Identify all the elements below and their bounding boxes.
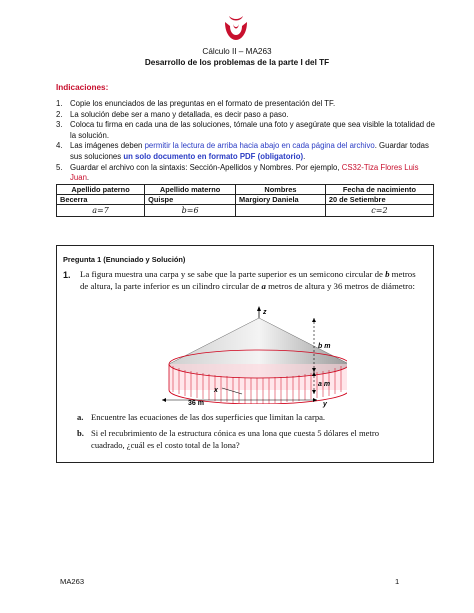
upc-logo-icon (219, 10, 253, 44)
footer-course-code: MA263 (60, 577, 85, 586)
page-number: 1 (395, 577, 400, 586)
equation-cell: a=7 (57, 205, 145, 217)
equation-cell (236, 205, 326, 217)
instruction-item: 4. Las imágenes deben permitir la lectura de arriba hacia abajo en cada página del archivo. Guardar todas sus soluciones un solo documento en formato PDF (obligatorio). (56, 141, 429, 161)
student-info-table (56, 184, 434, 217)
height-b-label: b m (318, 343, 331, 350)
table-cell: Quispe (145, 195, 236, 205)
instruction-highlight: un solo documento en formato PDF (obligatorio) (123, 151, 304, 161)
y-axis-label: y (323, 401, 327, 408)
course-code: Cálculo II – MA263 (202, 47, 272, 56)
filename-example: CS32-Tiza Flores Luis Juan (70, 162, 419, 183)
instructions-list (56, 99, 436, 184)
equation-cell: c=2 (325, 205, 433, 217)
height-a-label: a m (318, 381, 331, 388)
sub-question-a: a. Encuentre las ecuaciones de las dos superficies que limitan la carpa. (77, 412, 326, 422)
question-box (56, 245, 434, 463)
z-axis-label: z (263, 309, 267, 316)
instruction-link-text: permitir la lectura de arriba hacia abajo en cada página del archivo (144, 141, 375, 151)
document-title: Desarrollo de los problemas de la parte I del TF (144, 58, 330, 67)
question-number: 1. (63, 270, 71, 280)
equation-cell: b=6 (145, 205, 236, 217)
table-header: Nombres (236, 185, 326, 195)
sub-question-b: b. Si el recubrimiento de la estructura cónica es una lona que cuesta 5 dólares el metro cuadrado, ¿cuál es el costo total de la lona? (77, 428, 380, 450)
table-cell: 20 de Setiembre (325, 195, 433, 205)
table-header: Apellido materno (145, 185, 236, 195)
indications-title: Indicaciones: (56, 83, 109, 92)
table-header: Fecha de nacimiento (325, 185, 433, 195)
diameter-label: 36 m (188, 400, 204, 406)
question-text: La figura muestra una carpa y se sabe que la parte superior es un semicono circular de b metros de altura, la parte inferior es un cilindro circular de a metros de altura y 36 metros de diámetro: (80, 269, 416, 291)
table-cell: Margiory Daniela (236, 195, 326, 205)
table-header: Apellido paterno (57, 185, 145, 195)
instruction-item: 1. Copie los enunciados de las preguntas en el formato de presentación del TF. (56, 99, 336, 108)
instruction-item: 2. La solución debe ser a mano y detallada, es decir paso a paso. (56, 109, 289, 119)
question-title: Pregunta 1 (Enunciado y Solución) (63, 255, 186, 264)
x-axis-label: x (214, 387, 218, 394)
base-markers (152, 384, 322, 406)
instruction-item: 3. Coloca tu firma en cada una de las soluciones, tómale una foto y asegúrate que sea visible la totalidad de la solución. (56, 120, 435, 140)
table-cell: Becerra (57, 195, 145, 205)
instruction-item: 5. Guardar el archivo con la sintaxis: Sección-Apellidos y Nombres. Por ejemplo, CS32-Tiza Flores Luis Juan. (56, 162, 419, 183)
